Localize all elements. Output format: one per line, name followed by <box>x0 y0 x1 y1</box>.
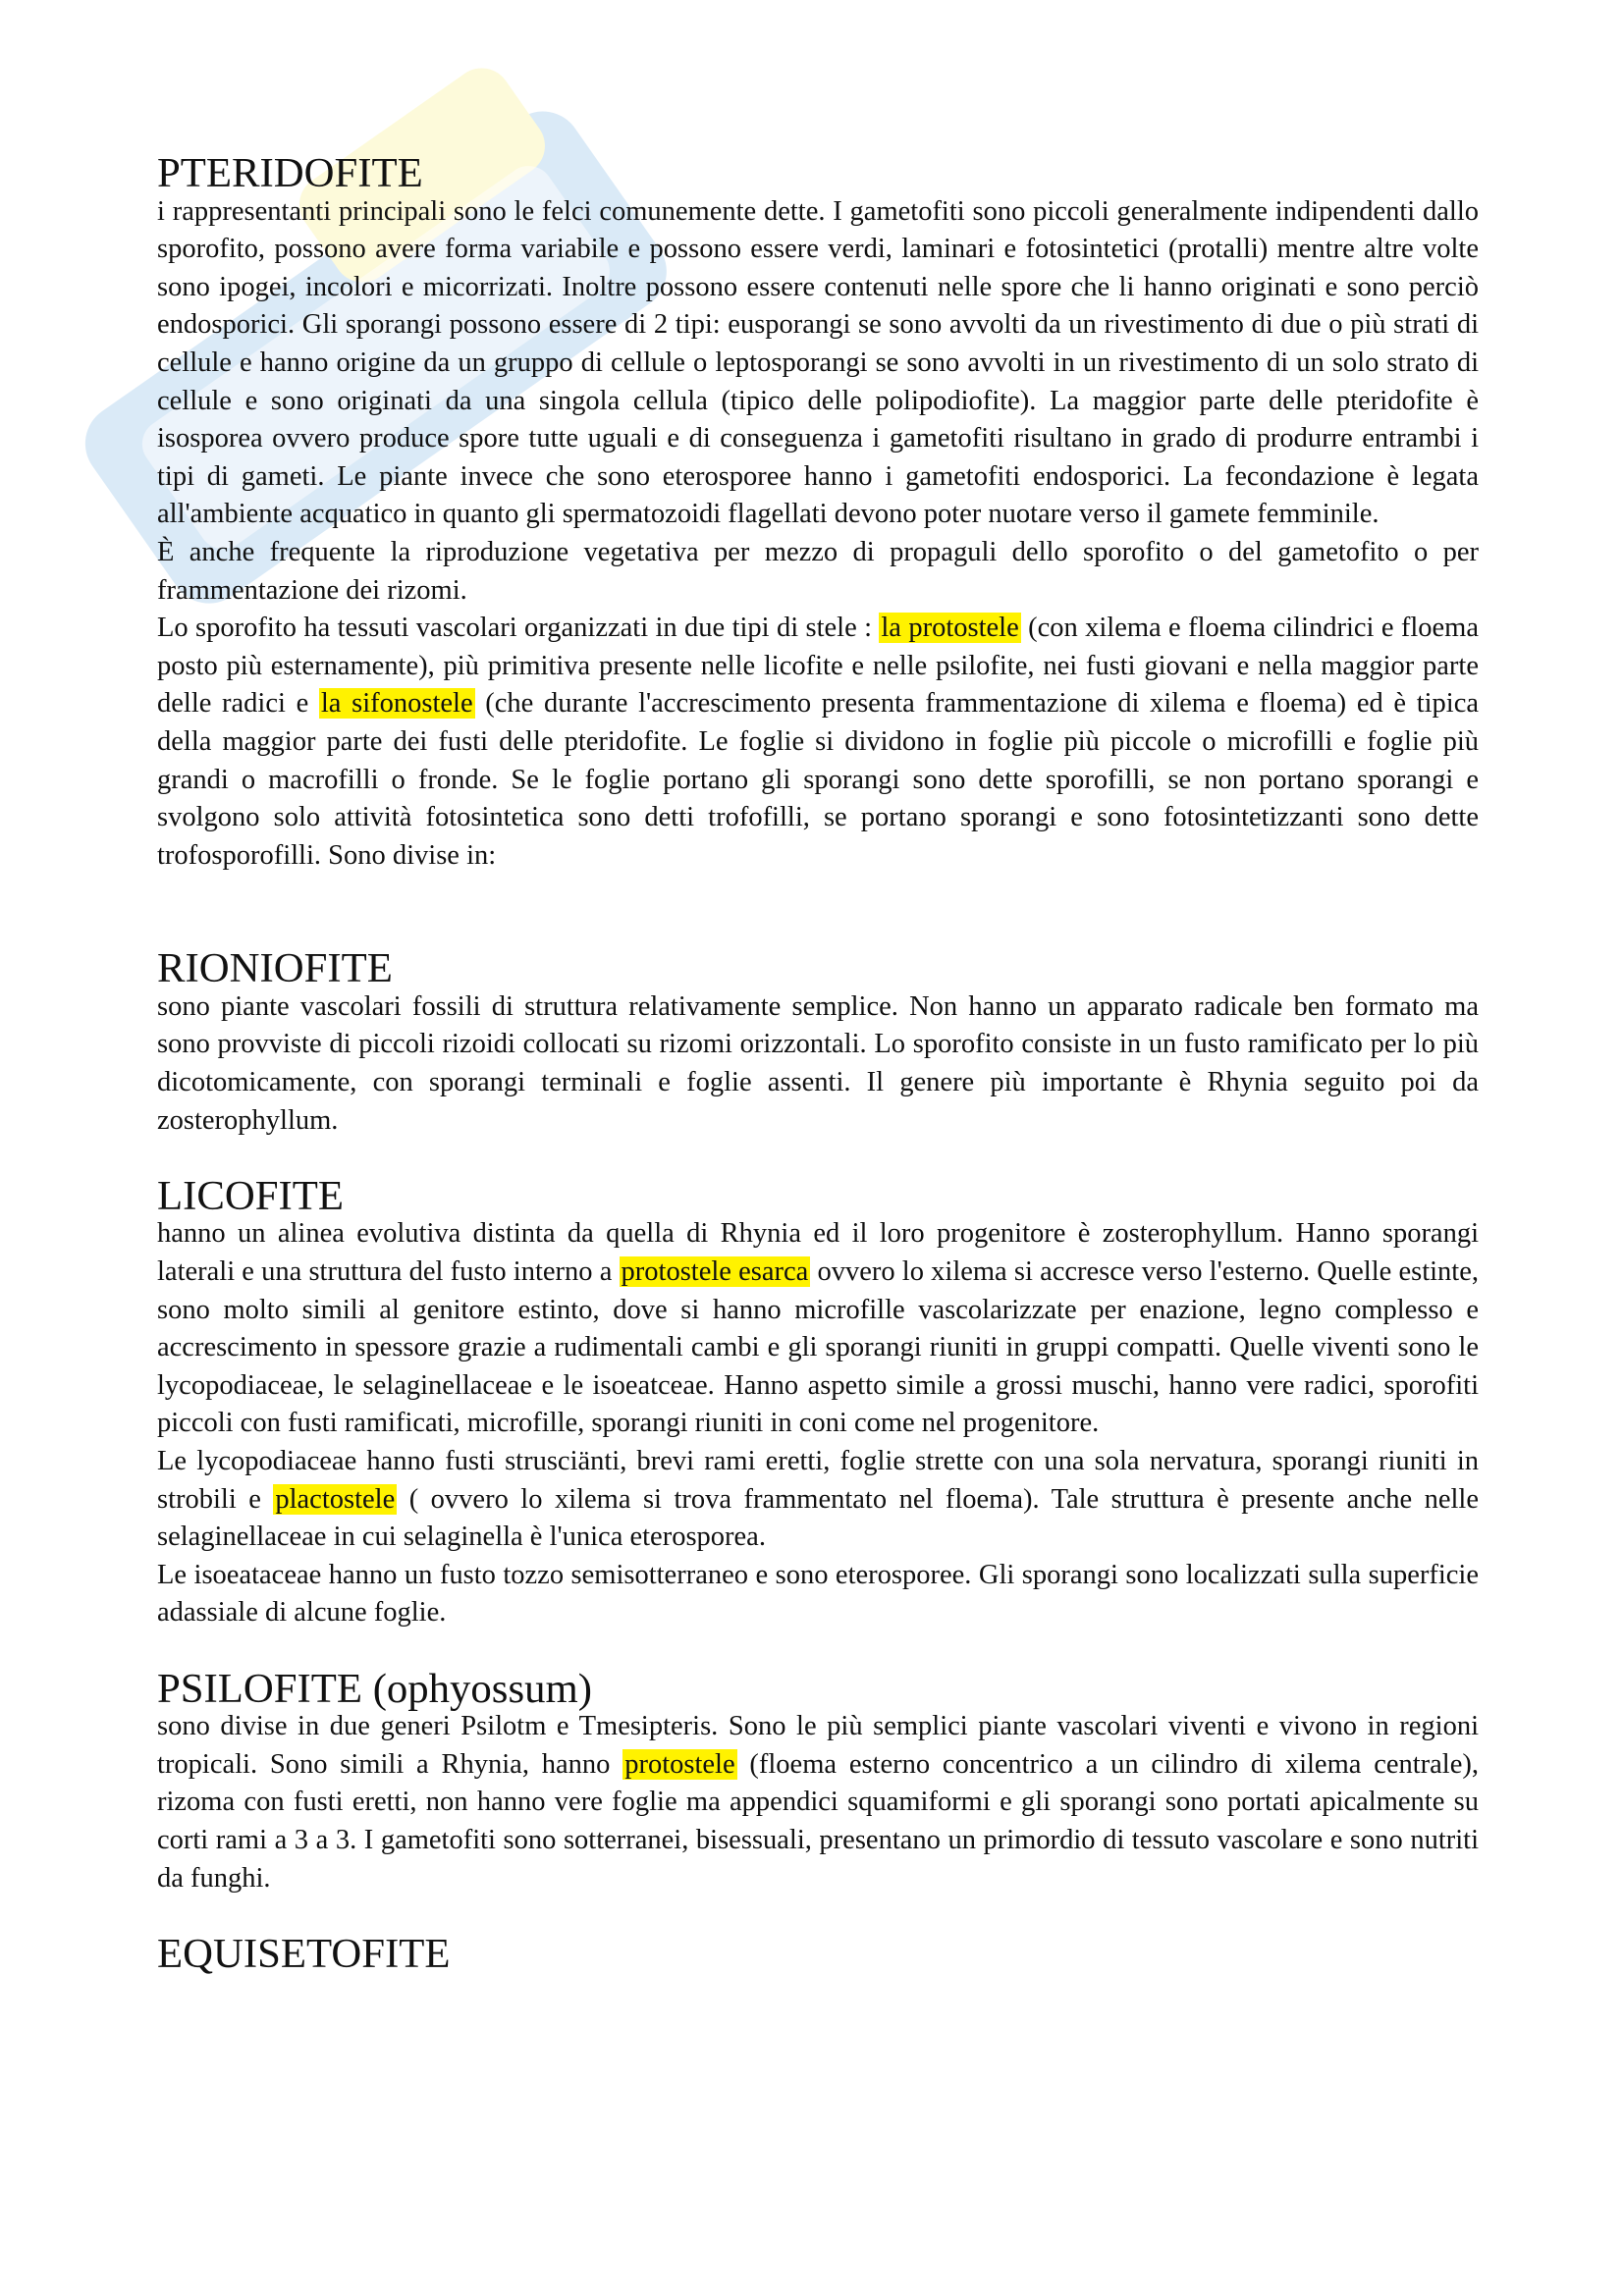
spacer <box>157 1140 1479 1178</box>
spacer <box>157 1632 1479 1671</box>
highlighted-term: la protostele <box>881 613 1019 644</box>
highlighted-term: la sifonostele <box>320 688 473 720</box>
text-run: ovvero lo xilema si accresce verso l'esterno. Quelle estinte, sono molto simili al genitore estinto, dove si hanno microfille vascolarizzate per enazione, legno complesso e accrescimento in spessore grazie a rudimentali cambi e gli sporangi riuniti in gruppi compatti. Quelle viventi sono le lycopodiaceae, le selaginellaceae e le isoeatceae. Hanno aspetto simile a grossi muschi, hanno vere radici, sporofiti piccoli con fusti ramificati, microfille, sporangi riuniti in coni come nel progenitore. <box>157 1256 1479 1439</box>
text-run: (con xilema e floema cilindrici e floema posto più esternamente), più primitiva presente nelle licofite e nelle psilofite, nei fusti giovani e nella maggior parte delle radici e <box>157 613 1479 720</box>
text-run: Le lycopodiaceae hanno fusti strusciänti, brevi rami eretti, foglie strette con una sola nervatura, sporangi riuniti in strobili e <box>157 1446 1479 1515</box>
highlighted-term: plactostele <box>275 1483 396 1515</box>
highlighted-term: protostele esarca <box>621 1256 809 1288</box>
paragraph <box>157 610 1479 875</box>
section-title-licofite: LICOFITE <box>157 1172 344 1219</box>
paragraph: sono piante vascolari fossili di struttura relativamente semplice. Non hanno un apparato radicale ben formato ma sono provviste di piccoli rizoidi collocati su rizomi orizzontali. Lo sporofito consiste in un fusto ramificato per lo più dicotomicamente, con sporangi terminali e foglie assenti. Il genere più importante è Rhynia seguito poi da zosterophyllum. <box>157 990 1479 1136</box>
highlighted-term: protostele <box>624 1748 735 1780</box>
paragraph: Le isoeataceae hanno un fusto tozzo semisotterraneo e sono eterosporee. Gli sporangi sono localizzati sulla superficie adassiale di alcune foglie. <box>157 1559 1479 1629</box>
text-run: (che durante l'accrescimento presenta frammentazione di xilema e floema) ed è tipica della maggior parte dei fusti delle pteridofite. Le foglie si dividono in foglie più piccole o microfilli e foglie più grandi o macrofilli o fronde. Se le foglie portano gli sporangi sono dette sporofilli, se non portano sporangi e svolgono solo attività fotosintetica sono detti trofofilli, se portano sporangi e sono fotosintetizzanti sono dette trofosporofilli. Sono divise in: <box>157 688 1479 871</box>
text-run: Lo sporofito ha tessuti vascolari organizzati in due tipi di stele : <box>157 613 880 644</box>
text-run: ( ovvero lo xilema si trova frammentato nel floema). Tale struttura è presente anche nelle selaginellaceae in cui selaginella è l'unica eterosporea. <box>157 1483 1479 1553</box>
document-body <box>157 150 1479 1977</box>
section-title-pteridofite: PTERIDOFITE <box>157 150 423 196</box>
paragraph: È anche frequente la riproduzione vegetativa per mezzo di propaguli dello sporofito o del gametofito o per frammentazione dei rizomi. <box>157 536 1479 606</box>
section-title-psilofite: PSILOFITE (ophyossum) <box>157 1665 592 1712</box>
text-run: (floema esterno concentrico a un cilindro di xilema centrale), rizoma con fusti eretti, non hanno vere foglie ma appendici squamiformi e gli sporangi sono portati apicalmente su corti rami a 3 a 3. I gametofiti sono sotterranei, bisessuali, presentano un primordio di tessuto vascolare e sono nutriti da funghi. <box>157 1748 1479 1894</box>
section-title-rioniofite: RIONIOFITE <box>157 945 393 992</box>
spacer <box>157 1897 1479 1936</box>
section-title-equisetofite: EQUISETOFITE <box>157 1930 451 1977</box>
paragraph <box>157 1443 1479 1557</box>
text-run: hanno un alinea evolutiva distinta da quella di Rhynia ed il loro progenitore è zosterophyllum. Hanno sporangi laterali e una struttura del fusto interno a <box>157 1218 1479 1288</box>
paragraph <box>157 1708 1479 1897</box>
paragraph: i rappresentanti principali sono le felci comunemente dette. I gametofiti sono piccoli generalmente indipendenti dallo sporofito, possono avere forma variabile e possono essere verdi, laminari e fotosintetici (protalli) mentre altre volte sono ipogei, incolori e micorrizati. Inoltre possono essere contenuti nelle spore che li hanno originati e sono perciò endosporici. Gli sporangi possono essere di 2 tipi: eusporangi se sono avvolti da un rivestimento di due o più strati di cellule e hanno origine da un gruppo di cellule o leptosporangi se sono avvolti in un rivestimento di un solo strato di cellule e sono originati da una singola cellula (tipico delle polipodiofite). La maggior parte delle pteridofite è isosporea ovvero produce spore tutte uguali e di conseguenza i gametofiti risultano in grado di produrre entrambi i tipi di gameti. Le piante invece che sono eterosporee hanno i gametofiti endosporici. La fecondazione è legata all'ambiente acquatico in quanto gli spermatozoidi flagellati devono poter nuotare verso il gamete femminile. <box>157 195 1479 530</box>
text-run: sono divise in due generi Psilotm e Tmesipteris. Sono le più semplici piante vascolari viventi e vivono in regioni tropicali. Sono simili a Rhynia, hanno <box>157 1711 1479 1780</box>
paragraph <box>157 1215 1479 1443</box>
spacer <box>157 875 1479 950</box>
